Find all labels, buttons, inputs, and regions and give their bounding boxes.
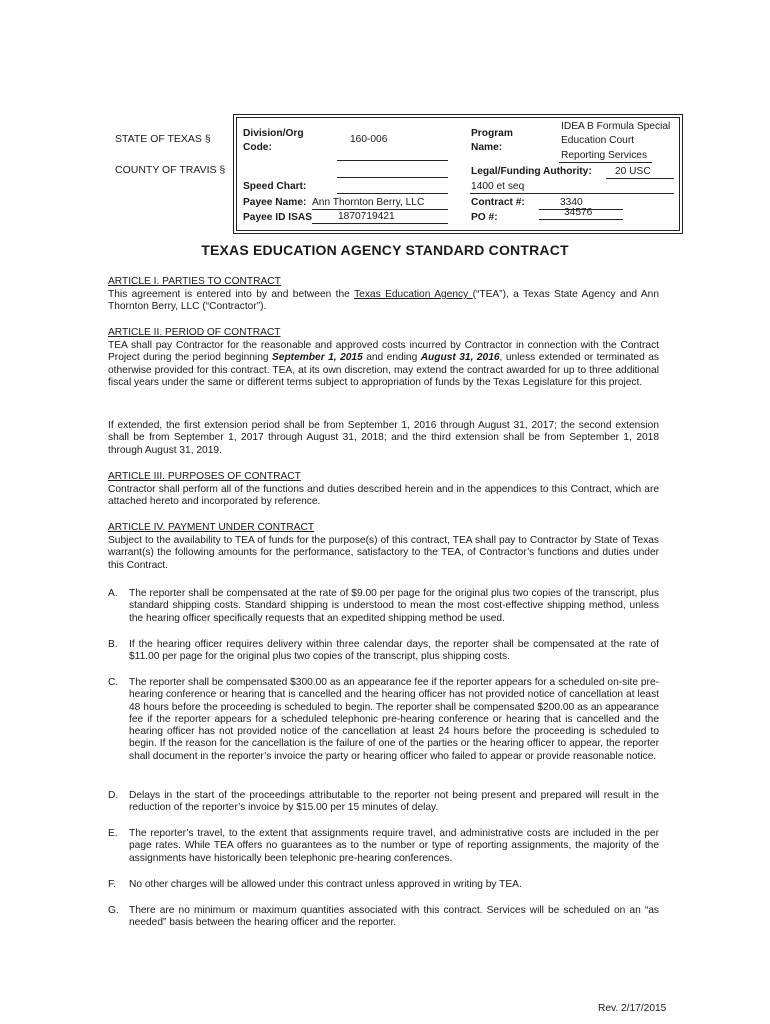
payee-id-underline <box>312 223 448 224</box>
legal-authority-underline <box>606 178 674 179</box>
payee-name-label: Payee Name: <box>243 197 307 208</box>
payee-name-value: Ann Thornton Berry, LLC <box>312 197 425 208</box>
division-label: Division/Org <box>243 128 304 139</box>
article-2-text <box>108 340 659 389</box>
legal-authority-label: Legal/Funding Authority: <box>471 166 592 177</box>
article-2-text-c: , unless extended or terminated as otherwise provided for this contract. TEA, at its own discretion, may extend the contract awarded for up to three additional fiscal years under the same or different terms subject to appropriation of funds by the Texas Legislature for this project. <box>108 352 659 388</box>
tea-link-text: Texas Education Agency <box>354 289 473 300</box>
speed-chart-underline <box>337 193 448 194</box>
program-value-line1: IDEA B Formula Special <box>561 121 671 132</box>
article-1-text <box>108 289 659 314</box>
program-name-label: Name: <box>471 142 503 153</box>
blank-underline <box>337 177 448 178</box>
program-value-line2: Education Court <box>561 135 635 146</box>
article-3-text: Contractor shall perform all of the functions and duties described herein and in the appendices to this Contract, which are attached hereto and incorporated by reference. <box>108 484 659 508</box>
county-label: COUNTY OF TRAVIS § <box>115 164 226 176</box>
article-4-heading: ARTICLE IV. PAYMENT UNDER CONTRACT <box>108 522 315 533</box>
legal-authority-underline-2 <box>470 193 674 194</box>
item-g-text: There are no minimum or maximum quantities associated with this contract. Services will be scheduled on an “as needed” basis between the hearing officer and the reporter. <box>129 905 659 929</box>
contract-number-label: Contract #: <box>471 197 525 208</box>
legal-authority-value: 20 USC <box>615 166 651 177</box>
division-code-label: Code: <box>243 142 272 153</box>
po-label: PO #: <box>471 212 498 223</box>
payee-id-value: 1870719421 <box>338 211 395 222</box>
po-underline <box>539 219 623 220</box>
article-1-text-b: (“TEA”), a Texas State Agency and Ann Thornton Berry, LLC (“Contractor”). <box>108 289 659 313</box>
program-label: Program <box>471 128 513 139</box>
item-d-text: Delays in the start of the proceedings attributable to the reporter not being present and prepared will result in the reduction of the reporter’s invoice by $15.00 per 15 minutes of delay. <box>129 790 659 814</box>
speed-chart-label: Speed Chart: <box>243 181 307 192</box>
item-b-text: If the hearing officer requires delivery within three calendar days, the reporter shall be compensated at the rate of $11.00 per page for the original plus two copies of the transcript, plus shipping costs. <box>129 639 659 663</box>
article-3-heading: ARTICLE III. PURPOSES OF CONTRACT <box>108 471 301 482</box>
item-c-text: The reporter shall be compensated $300.00 as an appearance fee if the reporter appears for a scheduled on-site pre-hearing conference or hearing that is cancelled and the hearing officer has not provided notice of cancellation at least 48 hours before the proceeding is scheduled to begin. The reporter shall be compensated $200.00 as an appearance fee if the reporter appears for a scheduled telephonic pre-hearing conference or hearing that is cancelled and the hearing officer has not provided notice of the cancellation at least 24 hours before the proceeding is scheduled to begin. If the reason for the cancellation is the failure of one of the parties or the hearing officer to appear, the reporter shall document in the reporter’s invoice the party or hearing officer who failed to appear or provide reasonable notice. <box>129 677 659 762</box>
article-2-heading: ARTICLE II. PERIOD OF CONTRACT <box>108 327 281 338</box>
division-value: 160-006 <box>350 134 388 145</box>
item-a-text: The reporter shall be compensated at the rate of $9.00 per page for the original plus two copies of the transcript, plus standard shipping costs. Standard shipping is understood to mean the most cost-effective shipping method, unless the hearing officer specifically requests that an expedited shipping method be used. <box>129 588 659 624</box>
payee-id-label: Payee ID ISAS <box>243 212 313 223</box>
division-underline <box>337 160 448 161</box>
article-2-text-a: TEA shall pay Contractor for the reasonable and approved costs incurred by Contractor in connection with the Contract Project during the period beginning <box>108 340 659 364</box>
po-value: 34576 <box>564 207 593 218</box>
start-date: September 1, 2015 <box>272 352 363 364</box>
item-c-letter: C. <box>108 677 119 688</box>
item-e-text: The reporter’s travel, to the extent that assignments require travel, and administrative costs are included in the per page rates. While TEA offers no guarantees as to the number or type of reporting assignments, the majority of the assignments have historically been telephonic pre-hearing conferences. <box>129 828 659 864</box>
contract-number-value: 3340 <box>560 197 583 208</box>
state-label: STATE OF TEXAS § <box>115 133 211 145</box>
revision-date: Rev. 2/17/2015 <box>598 1003 667 1014</box>
item-g-letter: G. <box>108 905 119 916</box>
item-b-letter: B. <box>108 639 118 650</box>
program-underline <box>559 162 652 163</box>
payee-name-underline <box>312 209 448 210</box>
program-value-line3: Reporting Services <box>561 150 648 161</box>
article-2-text-b: and ending <box>362 352 421 364</box>
contract-info-box <box>233 114 683 234</box>
article-1-heading: ARTICLE I. PARTIES TO CONTRACT <box>108 276 281 287</box>
item-f-letter: F. <box>108 879 116 890</box>
end-date: August 31, 2016 <box>420 352 500 364</box>
item-a-letter: A. <box>108 588 118 599</box>
item-e-letter: E. <box>108 828 118 839</box>
article-2-extension: If extended, the first extension period shall be from September 1, 2016 through August 31, 2017; the second extension shall be from September 1, 2017 through August 31, 2018; and the third extension shall be from September 1, 2018 through August 31, 2019. <box>108 420 659 456</box>
item-f-text: No other charges will be allowed under this contract unless approved in writing by TEA. <box>129 879 522 890</box>
article-4-text: Subject to the availability to TEA of funds for the purpose(s) of this contract, TEA shall pay to Contractor by State of Texas warrant(s) the following amounts for the performance, satisfactory to the TEA, of Contractor’s functions and duties under this Contract. <box>108 535 659 571</box>
article-1-text-a: This agreement is entered into by and between the <box>108 289 355 300</box>
legal-authority-value-2: 1400 et seq <box>471 181 525 192</box>
page-title: TEXAS EDUCATION AGENCY STANDARD CONTRACT <box>201 242 569 258</box>
item-d-letter: D. <box>108 790 119 801</box>
